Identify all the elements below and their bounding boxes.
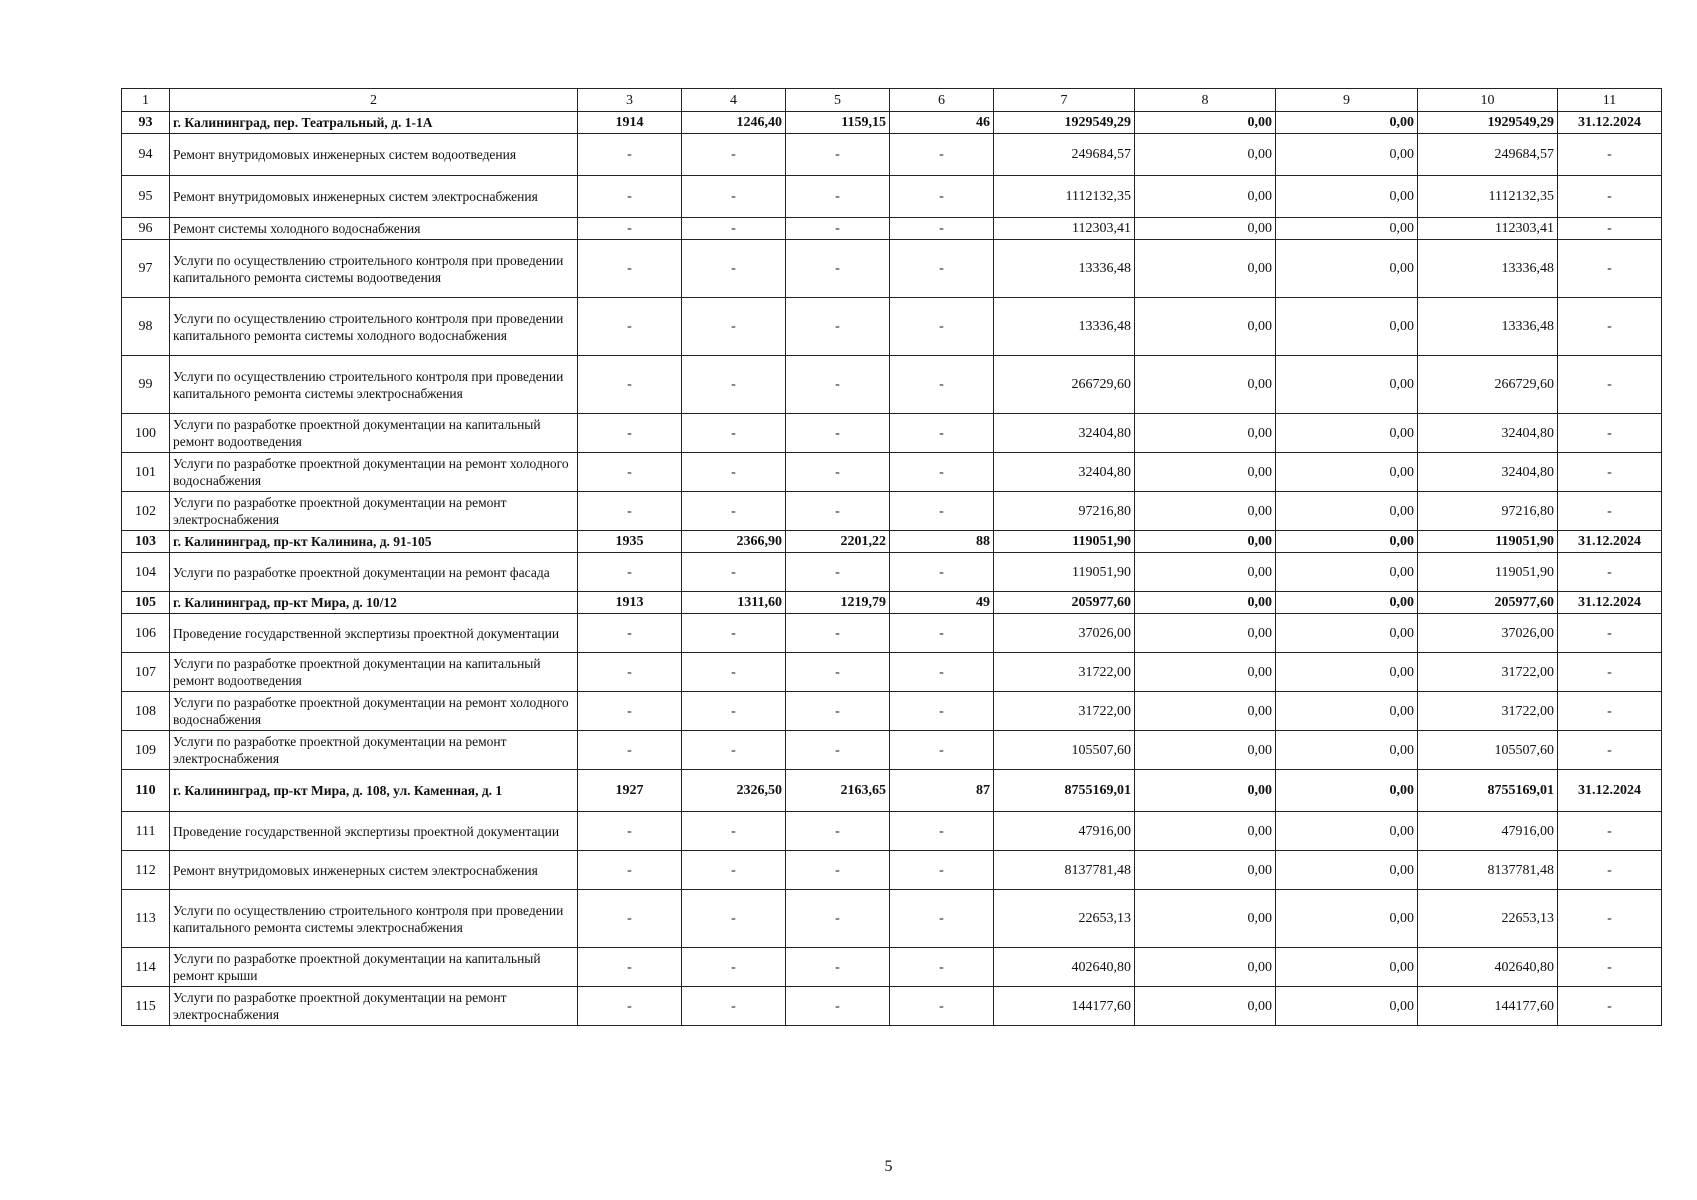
table-row <box>122 492 1662 531</box>
cell-col6: - <box>890 553 994 592</box>
cell-col7: 1112132,35 <box>994 176 1135 218</box>
cell-col3: - <box>578 812 682 851</box>
row-number: 109 <box>122 731 170 770</box>
row-name: Услуги по разработке проектной документации на капитальный ремонт водоотведения <box>170 653 578 692</box>
cell-col4: - <box>682 414 786 453</box>
cell-col7: 249684,57 <box>994 134 1135 176</box>
cell-col5: 2201,22 <box>786 531 890 553</box>
cell-col3: - <box>578 851 682 890</box>
cell-col9: 0,00 <box>1276 653 1418 692</box>
cell-col8: 0,00 <box>1135 298 1276 356</box>
table-row <box>122 731 1662 770</box>
cell-col5: - <box>786 176 890 218</box>
cell-col5: - <box>786 492 890 531</box>
column-header: 8 <box>1135 89 1276 112</box>
cell-col5: - <box>786 614 890 653</box>
cell-col8: 0,00 <box>1135 770 1276 812</box>
column-header: 10 <box>1418 89 1558 112</box>
cell-col4: - <box>682 812 786 851</box>
table-row <box>122 692 1662 731</box>
cell-col8: 0,00 <box>1135 592 1276 614</box>
cell-col8: 0,00 <box>1135 531 1276 553</box>
row-name: Услуги по разработке проектной документации на капитальный ремонт водоотведения <box>170 414 578 453</box>
cell-col11: - <box>1558 731 1662 770</box>
cell-col6: - <box>890 614 994 653</box>
cell-col10: 112303,41 <box>1418 218 1558 240</box>
row-name: г. Калининград, пр-кт Калинина, д. 91-105 <box>170 531 578 553</box>
cell-col6: - <box>890 176 994 218</box>
table-row <box>122 531 1662 553</box>
cell-col3: - <box>578 731 682 770</box>
cell-col8: 0,00 <box>1135 851 1276 890</box>
cell-col6: - <box>890 812 994 851</box>
table-row <box>122 987 1662 1026</box>
cell-col5: - <box>786 692 890 731</box>
cell-col11: 31.12.2024 <box>1558 770 1662 812</box>
cell-col4: - <box>682 298 786 356</box>
row-number: 101 <box>122 453 170 492</box>
cell-col9: 0,00 <box>1276 553 1418 592</box>
cell-col11: - <box>1558 851 1662 890</box>
row-name: Услуги по разработке проектной документации на ремонт электроснабжения <box>170 492 578 531</box>
table-row <box>122 770 1662 812</box>
cell-col10: 97216,80 <box>1418 492 1558 531</box>
cell-col6: - <box>890 134 994 176</box>
cell-col7: 144177,60 <box>994 987 1135 1026</box>
cell-col6: - <box>890 298 994 356</box>
cell-col8: 0,00 <box>1135 731 1276 770</box>
row-number: 114 <box>122 948 170 987</box>
cell-col9: 0,00 <box>1276 531 1418 553</box>
cell-col3: - <box>578 453 682 492</box>
cell-col7: 105507,60 <box>994 731 1135 770</box>
table-row <box>122 240 1662 298</box>
row-name: г. Калининград, пр-кт Мира, д. 108, ул. Каменная, д. 1 <box>170 770 578 812</box>
table-row <box>122 653 1662 692</box>
cell-col4: - <box>682 240 786 298</box>
cell-col4: - <box>682 851 786 890</box>
cell-col6: - <box>890 987 994 1026</box>
cell-col11: - <box>1558 812 1662 851</box>
row-number: 95 <box>122 176 170 218</box>
cell-col7: 31722,00 <box>994 653 1135 692</box>
cell-col7: 47916,00 <box>994 812 1135 851</box>
cell-col11: - <box>1558 356 1662 414</box>
cell-col7: 13336,48 <box>994 298 1135 356</box>
cell-col4: - <box>682 134 786 176</box>
row-name: г. Калининград, пер. Театральный, д. 1-1А <box>170 112 578 134</box>
cell-col10: 119051,90 <box>1418 553 1558 592</box>
row-number: 115 <box>122 987 170 1026</box>
cell-col3: 1913 <box>578 592 682 614</box>
cell-col10: 13336,48 <box>1418 298 1558 356</box>
cell-col6: 88 <box>890 531 994 553</box>
cell-col5: 2163,65 <box>786 770 890 812</box>
cell-col11: - <box>1558 240 1662 298</box>
cell-col10: 1929549,29 <box>1418 112 1558 134</box>
table-row <box>122 553 1662 592</box>
cell-col7: 1929549,29 <box>994 112 1135 134</box>
cell-col10: 32404,80 <box>1418 414 1558 453</box>
cell-col3: - <box>578 298 682 356</box>
cell-col10: 37026,00 <box>1418 614 1558 653</box>
cell-col5: 1219,79 <box>786 592 890 614</box>
table-row <box>122 592 1662 614</box>
column-header: 5 <box>786 89 890 112</box>
cell-col3: - <box>578 414 682 453</box>
cell-col9: 0,00 <box>1276 414 1418 453</box>
cell-col11: - <box>1558 653 1662 692</box>
cell-col4: - <box>682 553 786 592</box>
cell-col5: - <box>786 134 890 176</box>
cell-col7: 119051,90 <box>994 553 1135 592</box>
cell-col6: - <box>890 692 994 731</box>
cell-col4: 2326,50 <box>682 770 786 812</box>
cell-col10: 105507,60 <box>1418 731 1558 770</box>
row-number: 105 <box>122 592 170 614</box>
cell-col4: - <box>682 176 786 218</box>
cell-col5: - <box>786 414 890 453</box>
cell-col3: - <box>578 653 682 692</box>
cell-col7: 112303,41 <box>994 218 1135 240</box>
row-number: 110 <box>122 770 170 812</box>
cell-col3: - <box>578 240 682 298</box>
cell-col5: - <box>786 948 890 987</box>
cell-col10: 402640,80 <box>1418 948 1558 987</box>
cell-col6: 46 <box>890 112 994 134</box>
cell-col5: - <box>786 890 890 948</box>
cell-col11: 31.12.2024 <box>1558 112 1662 134</box>
row-number: 106 <box>122 614 170 653</box>
table-row <box>122 176 1662 218</box>
cell-col3: - <box>578 692 682 731</box>
cell-col5: - <box>786 553 890 592</box>
cell-col7: 119051,90 <box>994 531 1135 553</box>
cell-col11: - <box>1558 298 1662 356</box>
cell-col9: 0,00 <box>1276 770 1418 812</box>
cell-col10: 13336,48 <box>1418 240 1558 298</box>
cell-col10: 31722,00 <box>1418 653 1558 692</box>
cell-col11: 31.12.2024 <box>1558 592 1662 614</box>
cell-col11: - <box>1558 692 1662 731</box>
cell-col9: 0,00 <box>1276 692 1418 731</box>
cell-col9: 0,00 <box>1276 731 1418 770</box>
cell-col4: - <box>682 356 786 414</box>
cell-col7: 13336,48 <box>994 240 1135 298</box>
table-row <box>122 356 1662 414</box>
row-number: 99 <box>122 356 170 414</box>
cell-col9: 0,00 <box>1276 890 1418 948</box>
row-number: 113 <box>122 890 170 948</box>
cell-col8: 0,00 <box>1135 414 1276 453</box>
row-name: Ремонт внутридомовых инженерных систем электроснабжения <box>170 851 578 890</box>
cell-col4: 1246,40 <box>682 112 786 134</box>
column-header: 1 <box>122 89 170 112</box>
row-name: Услуги по осуществлению строительного контроля при проведении капитального ремонта системы электроснабжения <box>170 356 578 414</box>
cell-col9: 0,00 <box>1276 218 1418 240</box>
cell-col6: - <box>890 890 994 948</box>
cell-col9: 0,00 <box>1276 298 1418 356</box>
table-row <box>122 298 1662 356</box>
cell-col5: - <box>786 851 890 890</box>
cell-col3: - <box>578 987 682 1026</box>
cell-col4: - <box>682 692 786 731</box>
cell-col5: - <box>786 298 890 356</box>
cell-col9: 0,00 <box>1276 112 1418 134</box>
cell-col8: 0,00 <box>1135 218 1276 240</box>
cell-col9: 0,00 <box>1276 134 1418 176</box>
cell-col11: - <box>1558 948 1662 987</box>
cell-col6: - <box>890 356 994 414</box>
row-number: 93 <box>122 112 170 134</box>
column-header-row <box>122 89 1662 112</box>
cell-col11: - <box>1558 134 1662 176</box>
cell-col8: 0,00 <box>1135 553 1276 592</box>
cell-col4: - <box>682 731 786 770</box>
cell-col8: 0,00 <box>1135 987 1276 1026</box>
cell-col9: 0,00 <box>1276 812 1418 851</box>
table-row <box>122 414 1662 453</box>
row-number: 112 <box>122 851 170 890</box>
cell-col3: 1935 <box>578 531 682 553</box>
cell-col11: - <box>1558 553 1662 592</box>
table-row <box>122 614 1662 653</box>
row-number: 102 <box>122 492 170 531</box>
row-number: 104 <box>122 553 170 592</box>
cell-col10: 31722,00 <box>1418 692 1558 731</box>
cell-col8: 0,00 <box>1135 112 1276 134</box>
cell-col6: - <box>890 453 994 492</box>
cell-col9: 0,00 <box>1276 948 1418 987</box>
row-name: Ремонт внутридомовых инженерных систем электроснабжения <box>170 176 578 218</box>
cell-col6: - <box>890 653 994 692</box>
row-name: Услуги по разработке проектной документации на капитальный ремонт крыши <box>170 948 578 987</box>
cell-col9: 0,00 <box>1276 176 1418 218</box>
cell-col5: - <box>786 653 890 692</box>
cell-col4: - <box>682 890 786 948</box>
row-number: 94 <box>122 134 170 176</box>
cell-col11: - <box>1558 987 1662 1026</box>
column-header: 7 <box>994 89 1135 112</box>
row-number: 97 <box>122 240 170 298</box>
cell-col10: 32404,80 <box>1418 453 1558 492</box>
table-row <box>122 218 1662 240</box>
row-name: Услуги по разработке проектной документации на ремонт фасада <box>170 553 578 592</box>
cell-col8: 0,00 <box>1135 240 1276 298</box>
cell-col6: - <box>890 948 994 987</box>
cell-col8: 0,00 <box>1135 812 1276 851</box>
cell-col7: 97216,80 <box>994 492 1135 531</box>
cell-col5: - <box>786 453 890 492</box>
cell-col4: - <box>682 218 786 240</box>
cell-col3: 1927 <box>578 770 682 812</box>
row-name: Ремонт внутридомовых инженерных систем водоотведения <box>170 134 578 176</box>
cell-col11: - <box>1558 890 1662 948</box>
cell-col7: 8137781,48 <box>994 851 1135 890</box>
column-header: 3 <box>578 89 682 112</box>
cell-col3: - <box>578 614 682 653</box>
cell-col3: - <box>578 492 682 531</box>
row-name: Услуги по осуществлению строительного контроля при проведении капитального ремонта системы холодного водоснабжения <box>170 298 578 356</box>
cell-col9: 0,00 <box>1276 492 1418 531</box>
cell-col7: 22653,13 <box>994 890 1135 948</box>
cell-col7: 402640,80 <box>994 948 1135 987</box>
cell-col5: - <box>786 240 890 298</box>
cell-col11: - <box>1558 614 1662 653</box>
cell-col8: 0,00 <box>1135 176 1276 218</box>
cell-col5: - <box>786 731 890 770</box>
cell-col3: 1914 <box>578 112 682 134</box>
table-row <box>122 134 1662 176</box>
row-number: 111 <box>122 812 170 851</box>
cell-col9: 0,00 <box>1276 356 1418 414</box>
row-name: Услуги по разработке проектной документации на ремонт холодного водоснабжения <box>170 453 578 492</box>
row-name: Проведение государственной экспертизы проектной документации <box>170 812 578 851</box>
cell-col3: - <box>578 176 682 218</box>
cell-col5: 1159,15 <box>786 112 890 134</box>
cell-col9: 0,00 <box>1276 592 1418 614</box>
row-name: Услуги по осуществлению строительного контроля при проведении капитального ремонта системы водоотведения <box>170 240 578 298</box>
column-header: 6 <box>890 89 994 112</box>
cell-col11: 31.12.2024 <box>1558 531 1662 553</box>
cell-col7: 32404,80 <box>994 453 1135 492</box>
cell-col5: - <box>786 812 890 851</box>
row-name: Услуги по разработке проектной документации на ремонт электроснабжения <box>170 731 578 770</box>
cell-col9: 0,00 <box>1276 987 1418 1026</box>
cell-col6: 87 <box>890 770 994 812</box>
cell-col7: 37026,00 <box>994 614 1135 653</box>
table-row <box>122 453 1662 492</box>
cell-col3: - <box>578 553 682 592</box>
column-header: 2 <box>170 89 578 112</box>
row-number: 96 <box>122 218 170 240</box>
cell-col7: 266729,60 <box>994 356 1135 414</box>
cell-col8: 0,00 <box>1135 134 1276 176</box>
cell-col11: - <box>1558 414 1662 453</box>
cell-col4: 1311,60 <box>682 592 786 614</box>
cell-col10: 47916,00 <box>1418 812 1558 851</box>
cell-col10: 249684,57 <box>1418 134 1558 176</box>
cell-col10: 205977,60 <box>1418 592 1558 614</box>
cell-col8: 0,00 <box>1135 614 1276 653</box>
cell-col7: 8755169,01 <box>994 770 1135 812</box>
cell-col8: 0,00 <box>1135 890 1276 948</box>
cell-col9: 0,00 <box>1276 453 1418 492</box>
cell-col7: 32404,80 <box>994 414 1135 453</box>
row-name: Проведение государственной экспертизы проектной документации <box>170 614 578 653</box>
works-table <box>121 88 1662 1026</box>
table-row <box>122 948 1662 987</box>
cell-col6: 49 <box>890 592 994 614</box>
cell-col5: - <box>786 218 890 240</box>
row-name: Услуги по разработке проектной документации на ремонт электроснабжения <box>170 987 578 1026</box>
page-number: 5 <box>884 1158 893 1175</box>
cell-col7: 205977,60 <box>994 592 1135 614</box>
cell-col9: 0,00 <box>1276 240 1418 298</box>
cell-col8: 0,00 <box>1135 653 1276 692</box>
cell-col9: 0,00 <box>1276 851 1418 890</box>
cell-col8: 0,00 <box>1135 692 1276 731</box>
row-number: 100 <box>122 414 170 453</box>
cell-col4: - <box>682 453 786 492</box>
cell-col3: - <box>578 134 682 176</box>
cell-col8: 0,00 <box>1135 356 1276 414</box>
cell-col6: - <box>890 414 994 453</box>
cell-col5: - <box>786 356 890 414</box>
cell-col10: 119051,90 <box>1418 531 1558 553</box>
table-row <box>122 890 1662 948</box>
row-number: 98 <box>122 298 170 356</box>
cell-col10: 144177,60 <box>1418 987 1558 1026</box>
column-header: 9 <box>1276 89 1418 112</box>
cell-col11: - <box>1558 176 1662 218</box>
row-number: 103 <box>122 531 170 553</box>
table-row <box>122 112 1662 134</box>
cell-col4: 2366,90 <box>682 531 786 553</box>
row-number: 107 <box>122 653 170 692</box>
cell-col6: - <box>890 240 994 298</box>
cell-col4: - <box>682 987 786 1026</box>
cell-col4: - <box>682 653 786 692</box>
cell-col10: 266729,60 <box>1418 356 1558 414</box>
cell-col6: - <box>890 492 994 531</box>
row-name: г. Калининград, пр-кт Мира, д. 10/12 <box>170 592 578 614</box>
cell-col10: 1112132,35 <box>1418 176 1558 218</box>
cell-col8: 0,00 <box>1135 948 1276 987</box>
cell-col10: 22653,13 <box>1418 890 1558 948</box>
cell-col11: - <box>1558 492 1662 531</box>
cell-col5: - <box>786 987 890 1026</box>
cell-col8: 0,00 <box>1135 492 1276 531</box>
table-row <box>122 812 1662 851</box>
cell-col10: 8137781,48 <box>1418 851 1558 890</box>
cell-col6: - <box>890 731 994 770</box>
cell-col4: - <box>682 948 786 987</box>
cell-col6: - <box>890 218 994 240</box>
row-name: Услуги по разработке проектной документации на ремонт холодного водоснабжения <box>170 692 578 731</box>
cell-col4: - <box>682 492 786 531</box>
cell-col7: 31722,00 <box>994 692 1135 731</box>
cell-col6: - <box>890 851 994 890</box>
cell-col11: - <box>1558 453 1662 492</box>
cell-col3: - <box>578 948 682 987</box>
row-number: 108 <box>122 692 170 731</box>
cell-col3: - <box>578 890 682 948</box>
cell-col3: - <box>578 356 682 414</box>
column-header: 4 <box>682 89 786 112</box>
column-header: 11 <box>1558 89 1662 112</box>
table-body <box>122 89 1662 1026</box>
row-name: Услуги по осуществлению строительного контроля при проведении капитального ремонта системы электроснабжения <box>170 890 578 948</box>
cell-col8: 0,00 <box>1135 453 1276 492</box>
cell-col4: - <box>682 614 786 653</box>
row-name: Ремонт системы холодного водоснабжения <box>170 218 578 240</box>
cell-col3: - <box>578 218 682 240</box>
cell-col11: - <box>1558 218 1662 240</box>
table-row <box>122 851 1662 890</box>
cell-col9: 0,00 <box>1276 614 1418 653</box>
cell-col10: 8755169,01 <box>1418 770 1558 812</box>
